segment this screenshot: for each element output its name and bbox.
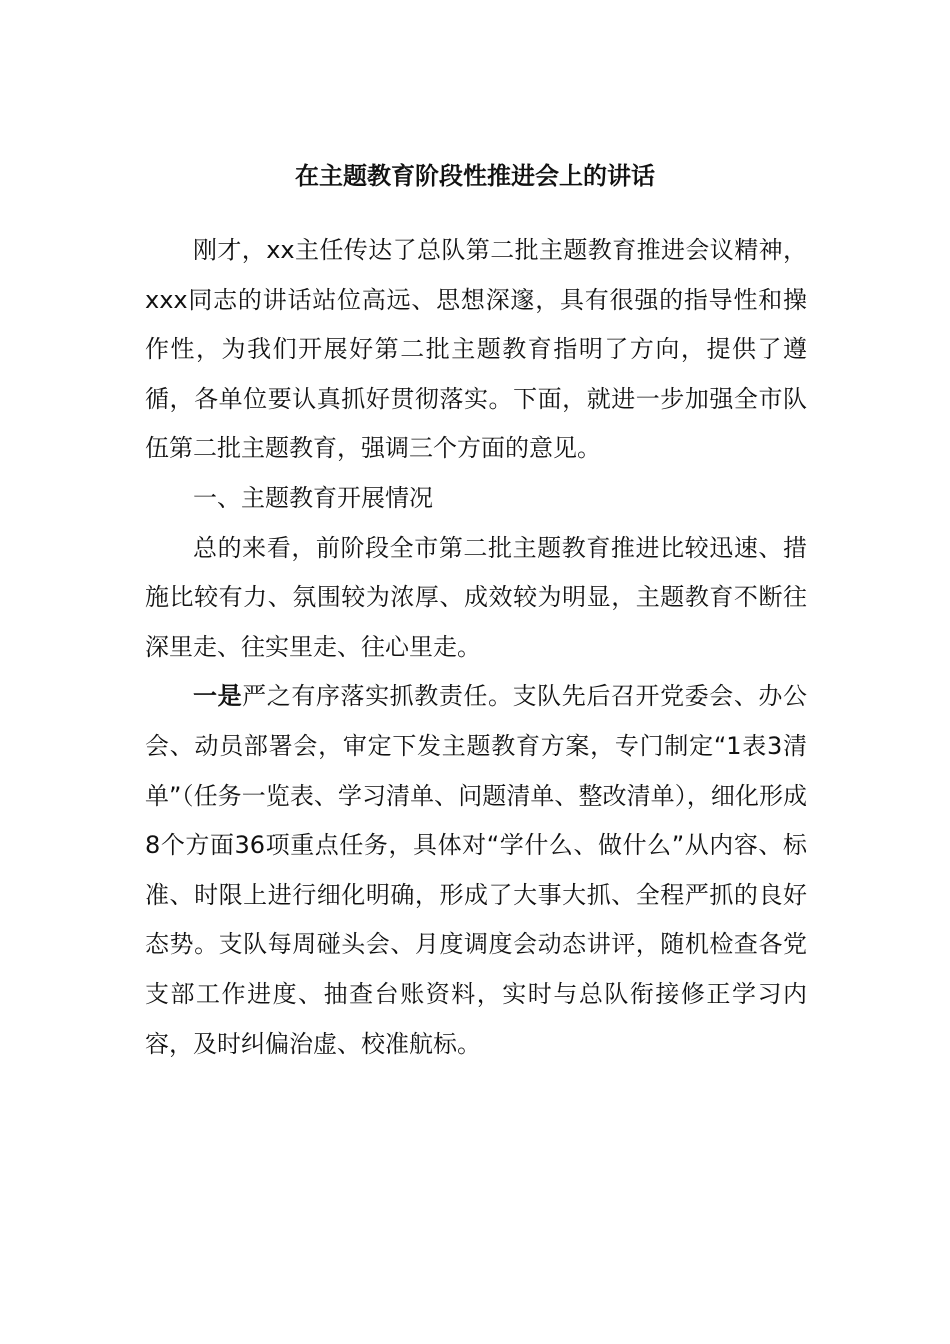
point-one-text: 严之有序落实抓教责任。支队先后召开党委会、办公会、动员部署会，审定下发主题教育方案，专门制定“1表3清单”（任务一览表、学习清单、问题清单、整改清单），细化形成8个方面36项重点任务，具体对“学什么、做什么”从内容、标准、时限上进行细化明确，形成了大事大抓、全程严抓的良好态势。支队每周碰头会、月度调度会动态讲评，随机检查各党支部工作进度、抽查台账资料，实时与总队衔接修正学习内容，及时纠偏治虚、校准航标。 [145,682,808,1058]
section-heading-one [145,474,807,524]
point-one-lead: 一是 [193,682,243,711]
document-title: 在主题教育阶段性推进会上的讲话 [295,162,655,190]
paragraph-overview [145,524,807,673]
paragraph-overview-text: 总的来看，前阶段全市第二批主题教育推进比较迅速、措施比较有力、氛围较为浓厚、成效较为明显，主题教育不断往深里走、往实里走、往心里走。 [145,533,807,661]
section-heading-one-text: 一、主题教育开展情况 [193,483,433,512]
paragraph-intro-text: 刚才，xx主任传达了总队第二批主题教育推进会议精神，xxx同志的讲话站位高远、思想深邃，具有很强的指导性和操作性，为我们开展好第二批主题教育指明了方向，提供了遵循，各单位要认真抓好贯彻落实。下面，就进一步加强全市队伍第二批主题教育，强调三个方面的意见。 [145,236,807,463]
paragraph-point-one [145,672,807,1069]
document-body [145,226,807,1069]
paragraph-intro [145,226,807,474]
